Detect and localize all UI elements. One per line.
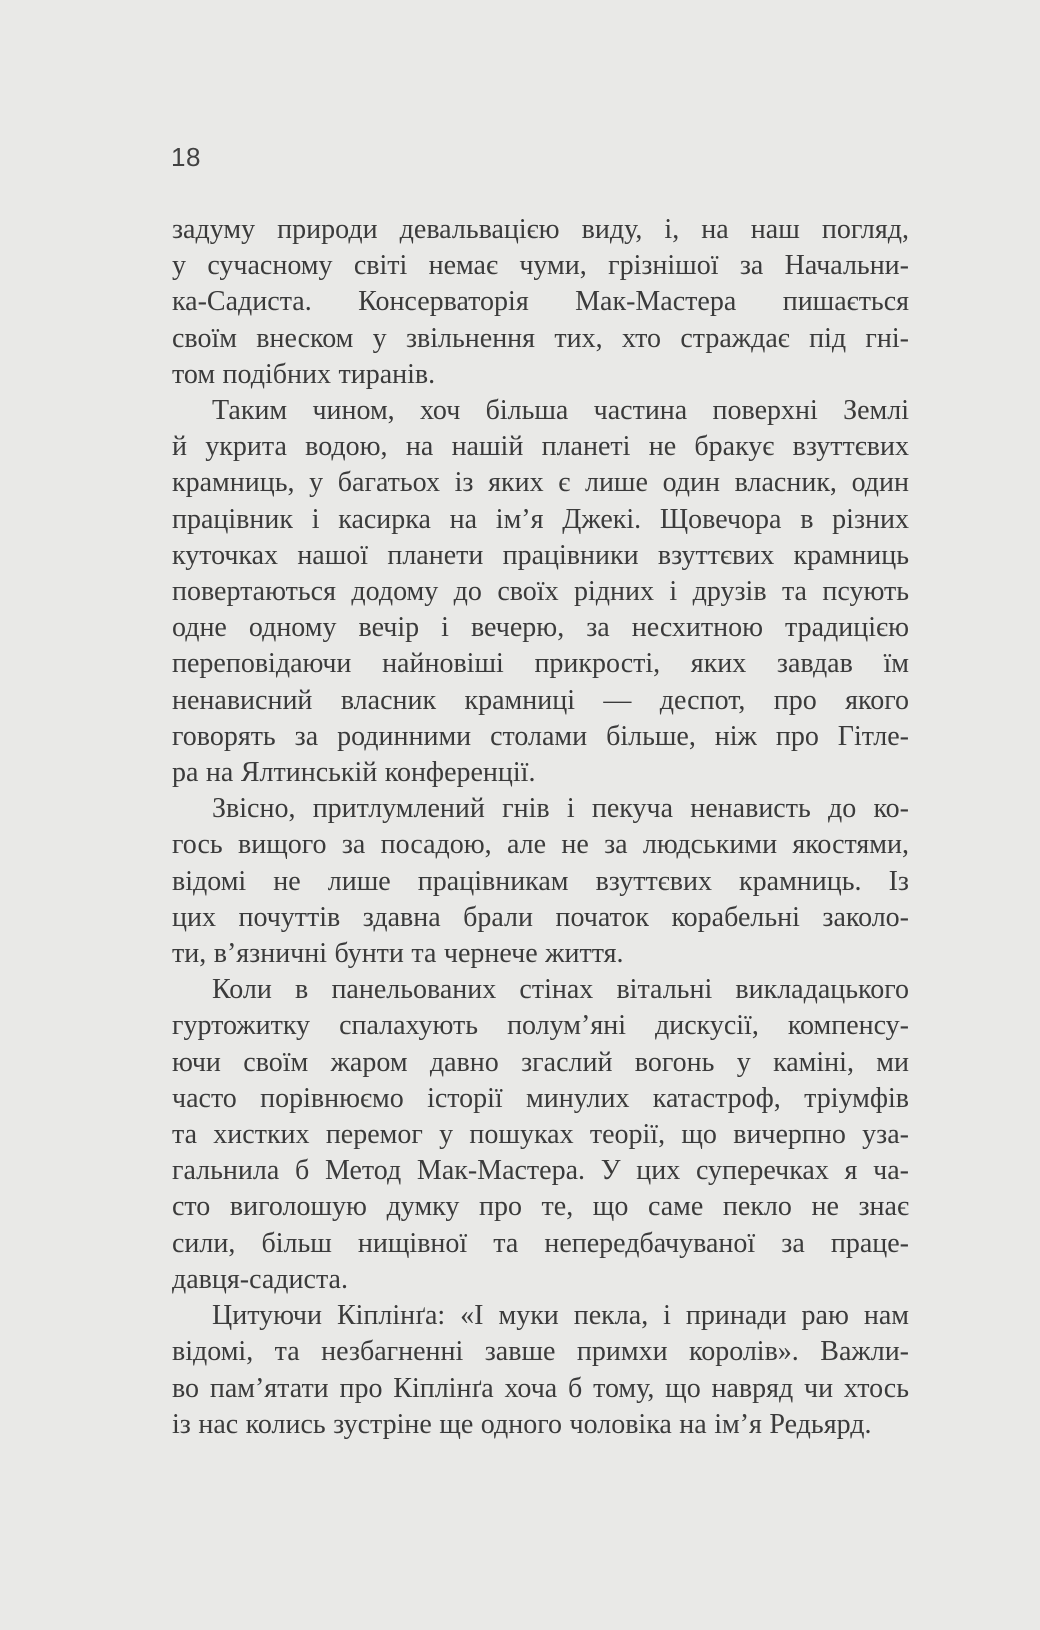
- text-line: гось вищого за посадою, але не за людськими якостями,: [172, 829, 909, 861]
- text-line: гуртожитку спалахують полум’яні дискусії, компенсу-: [172, 1010, 909, 1042]
- paragraph: [172, 212, 909, 393]
- text-line: повертаються додому до своїх рідних і друзів та псують: [172, 576, 909, 608]
- text-line: куточках нашої планети працівники взуттєвих крамниць: [172, 539, 909, 571]
- text-line: часто порівнюємо історії минулих катастроф, тріумфів: [172, 1082, 909, 1114]
- text-line: відомі не лише працівникам взуттєвих крамниць. Із: [172, 865, 909, 897]
- paragraph: [172, 1298, 909, 1443]
- text-line: ти, в’язничні бунти та чернече життя.: [172, 938, 624, 970]
- text-line: переповідаючи найновіші прикрості, яких завдав їм: [172, 648, 909, 680]
- paragraph: [172, 972, 909, 1298]
- text-line: крамниць, у багатьох із яких є лише один власник, один: [172, 467, 909, 499]
- text-line: працівник і касирка на ім’я Джекі. Щовечора в різних: [172, 503, 909, 535]
- text-line: сили, більш нищівної та непередбачуваної за праце-: [172, 1227, 909, 1259]
- text-line: своїм внеском у звільнення тих, хто страждає під гні-: [172, 322, 909, 354]
- text-line: Коли в панельованих стінах вітальні викладацького: [212, 974, 909, 1006]
- text-line: й укрита водою, на нашій планеті не бракує взуттєвих: [172, 431, 909, 463]
- text-line: Цитуючи Кіплінґа: «І муки пекла, і принади раю нам: [212, 1300, 909, 1332]
- text-line: ра на Ялтинській конференції.: [172, 757, 536, 789]
- paragraph: [172, 393, 909, 791]
- text-line: Звісно, притлумлений гнів і пекуча ненависть до ко-: [212, 793, 909, 825]
- text-line: відомі, та незбагненні завше примхи королів». Важли-: [172, 1336, 909, 1368]
- text-line: одне одному вечір і вечерю, за несхитною традицією: [172, 612, 909, 644]
- text-line: ка-Садиста. Консерваторія Мак-Мастера пишається: [172, 286, 909, 318]
- text-line: говорять за родинними столами більше, ніж про Гітле-: [172, 720, 909, 752]
- text-line: цих почуттів здавна брали початок корабельні заколо-: [172, 901, 909, 933]
- text-line: задуму природи девальвацією виду, і, на наш погляд,: [172, 214, 909, 245]
- text-line: у сучасному світі немає чуми, грізнішої за Начальни-: [172, 250, 909, 282]
- page-text-block: [172, 212, 909, 1443]
- text-line: том подібних тиранів.: [172, 358, 436, 390]
- text-line: із нас колись зустріне ще одного чоловіка на ім’я Редьярд.: [172, 1408, 872, 1440]
- text-line: та хистких перемог у пошуках теорії, що вичерпно уза-: [172, 1119, 909, 1151]
- text-line: давця-садиста.: [172, 1263, 348, 1295]
- paragraph: [172, 791, 909, 972]
- text-line: ючи своїм жаром давно згаслий вогонь у каміні, ми: [172, 1046, 909, 1078]
- text-line: Таким чином, хоч більша частина поверхні Землі: [212, 395, 909, 427]
- text-line: во пам’ятати про Кіплінґа хоча б тому, що навряд чи хтось: [172, 1372, 909, 1404]
- text-line: ненависний власник крамниці — деспот, про якого: [172, 684, 909, 716]
- page-number: 18: [171, 142, 201, 172]
- text-line: гальнила б Метод Мак-Мастера. У цих суперечках я ча-: [172, 1155, 909, 1187]
- text-line: сто виголошую думку про те, що саме пекло не знає: [172, 1191, 909, 1223]
